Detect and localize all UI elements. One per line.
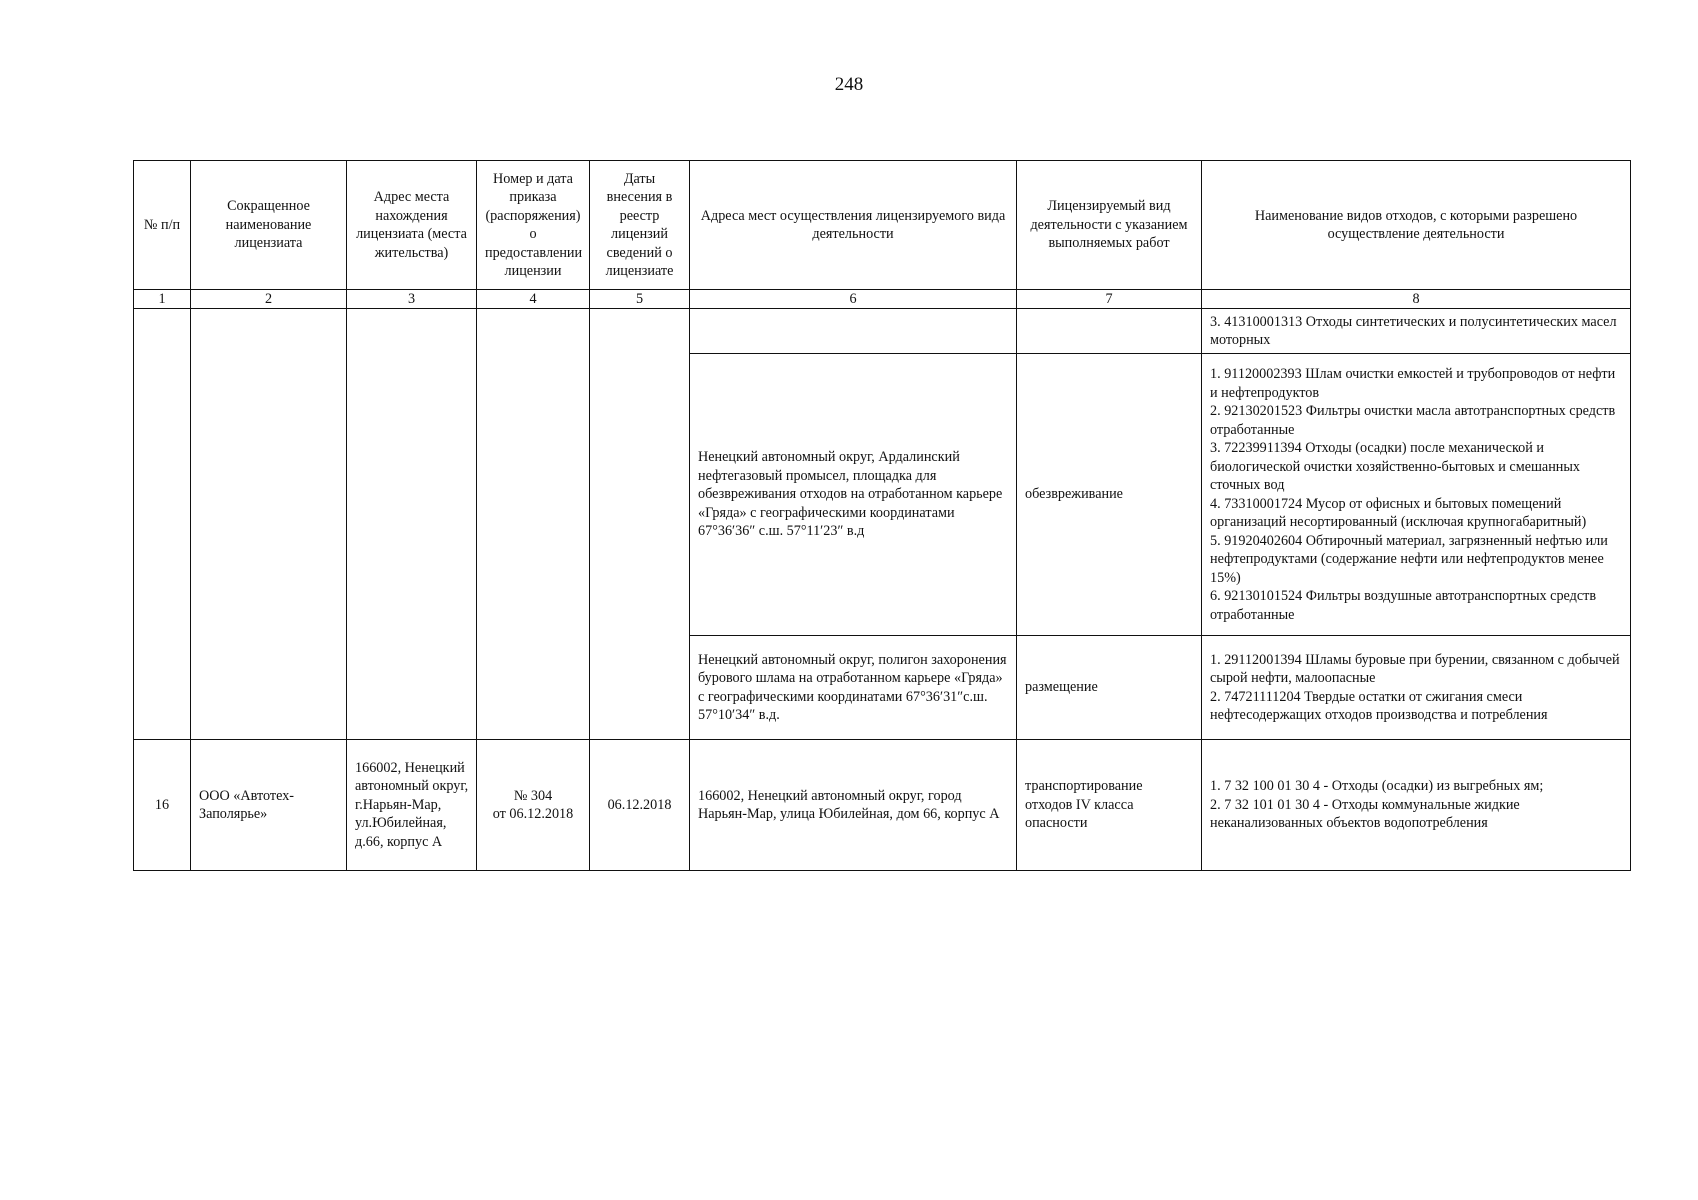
activity-address-cell: 166002, Ненецкий автономный округ, город Нарьян-Мар, улица Юбилейная, дом 66, корпус А bbox=[690, 740, 1017, 871]
waste-list-cell bbox=[1202, 309, 1631, 354]
header-col-7: Лицензируемый вид деятельности с указанием выполняемых работ bbox=[1017, 161, 1202, 290]
column-number: 2 bbox=[191, 290, 347, 309]
header-col-3: Адрес места нахождения лицензиата (места жительства) bbox=[347, 161, 477, 290]
table-row bbox=[134, 309, 1631, 354]
header-col-8: Наименование видов отходов, с которыми разрешено осуществление деятельности bbox=[1202, 161, 1631, 290]
header-col-6: Адреса мест осуществления лицензируемого вида деятельности bbox=[690, 161, 1017, 290]
activity-type-cell: транспортирование отходов IV класса опасности bbox=[1017, 740, 1202, 871]
column-number: 1 bbox=[134, 290, 191, 309]
activity-type-cell bbox=[1017, 309, 1202, 354]
column-number: 5 bbox=[590, 290, 690, 309]
order-date: от 06.12.2018 bbox=[492, 806, 574, 822]
activity-address-cell: Ненецкий автономный округ, Ардалинский нефтегазовый промысел, площадка для обезвреживания отходов на отработанном карьере «Гряда» с географическими координатами 67°36′36″ с.ш. 57°11′23″ в.д bbox=[690, 354, 1017, 636]
activity-address-cell bbox=[690, 309, 1017, 354]
column-number: 6 bbox=[690, 290, 1017, 309]
table-row bbox=[134, 740, 1631, 871]
column-number: 4 bbox=[477, 290, 590, 309]
header-row bbox=[134, 161, 1631, 290]
activity-address-cell: Ненецкий автономный округ, полигон захоронения бурового шлама на отработанном карьере «Гряда» с географическими координатами 67°36′31″с.ш. 57°10′34″ в.д. bbox=[690, 636, 1017, 740]
waste-list-cell bbox=[1202, 354, 1631, 636]
licensee-name-cell: ООО «Автотех-Заполярье» bbox=[191, 740, 347, 871]
waste-item: 6. 92130101524 Фильтры воздушные автотранспортных средств отработанные bbox=[1210, 588, 1597, 623]
column-number-row bbox=[134, 290, 1631, 309]
header-col-2: Сокращенное наименование лицензиата bbox=[191, 161, 347, 290]
waste-item: 4. 73310001724 Мусор от офисных и бытовых помещений организаций несортированный (исключая крупногабаритный) bbox=[1210, 495, 1587, 530]
waste-item: 2. 92130201523 Фильтры очистки масла автотранспортных средств отработанные bbox=[1210, 403, 1616, 438]
waste-list-cell bbox=[1202, 740, 1631, 871]
registry-date-cell: 06.12.2018 bbox=[590, 740, 690, 871]
column-number: 3 bbox=[347, 290, 477, 309]
license-order-cell bbox=[477, 740, 590, 871]
order-number: № 304 bbox=[513, 787, 553, 804]
waste-item: 1. 7 32 100 01 30 4 - Отходы (осадки) из выгребных ям; bbox=[1210, 778, 1544, 795]
waste-item: 2. 74721111204 Твердые остатки от сжигания смеси нефтесодержащих отходов производства и потребления bbox=[1210, 688, 1548, 723]
waste-item: 1. 91120002393 Шлам очистки емкостей и трубопроводов от нефти и нефтепродуктов bbox=[1210, 366, 1616, 401]
activity-type-cell: размещение bbox=[1017, 636, 1202, 740]
entry-number-cell: 16 bbox=[134, 740, 191, 871]
waste-item: 3. 41310001313 Отходы синтетических и полусинтетических масел моторных bbox=[1210, 313, 1617, 348]
page-number: 248 bbox=[834, 74, 864, 95]
continued-order-cell bbox=[477, 309, 590, 740]
waste-item: 5. 91920402604 Обтирочный материал, загрязненный нефтью или нефтепродуктами (содержание нефти или нефтепродуктов менее 15%) bbox=[1210, 532, 1608, 586]
header-col-4: Номер и дата приказа (распоряжения) о предоставлении лицензии bbox=[477, 161, 590, 290]
activity-type-cell: обезвреживание bbox=[1017, 354, 1202, 636]
waste-item: 3. 72239911394 Отходы (осадки) после механической и биологической очистки хозяйственно-бытовых и смешанных сточных вод bbox=[1210, 440, 1581, 493]
header-col-1: № п/п bbox=[134, 161, 191, 290]
continued-number-cell bbox=[134, 309, 191, 740]
column-number: 7 bbox=[1017, 290, 1202, 309]
waste-item: 2. 7 32 101 01 30 4 - Отходы коммунальные жидкие неканализованных объектов водопотребления bbox=[1210, 796, 1520, 832]
header-col-5: Даты внесения в реестр лицензий сведений о лицензиате bbox=[590, 161, 690, 290]
continued-date-cell bbox=[590, 309, 690, 740]
continued-name-cell bbox=[191, 309, 347, 740]
column-number: 8 bbox=[1202, 290, 1631, 309]
continued-location-cell bbox=[347, 309, 477, 740]
waste-list-cell bbox=[1202, 636, 1631, 740]
waste-item: 1. 29112001394 Шламы буровые при бурении, связанном с добычей сырой нефти, малоопасные bbox=[1210, 651, 1620, 686]
license-registry-table bbox=[133, 160, 1631, 871]
licensee-location-cell: 166002, Ненецкий автономный округ, г.Нарьян-Мар, ул.Юбилейная, д.66, корпус А bbox=[347, 740, 477, 871]
